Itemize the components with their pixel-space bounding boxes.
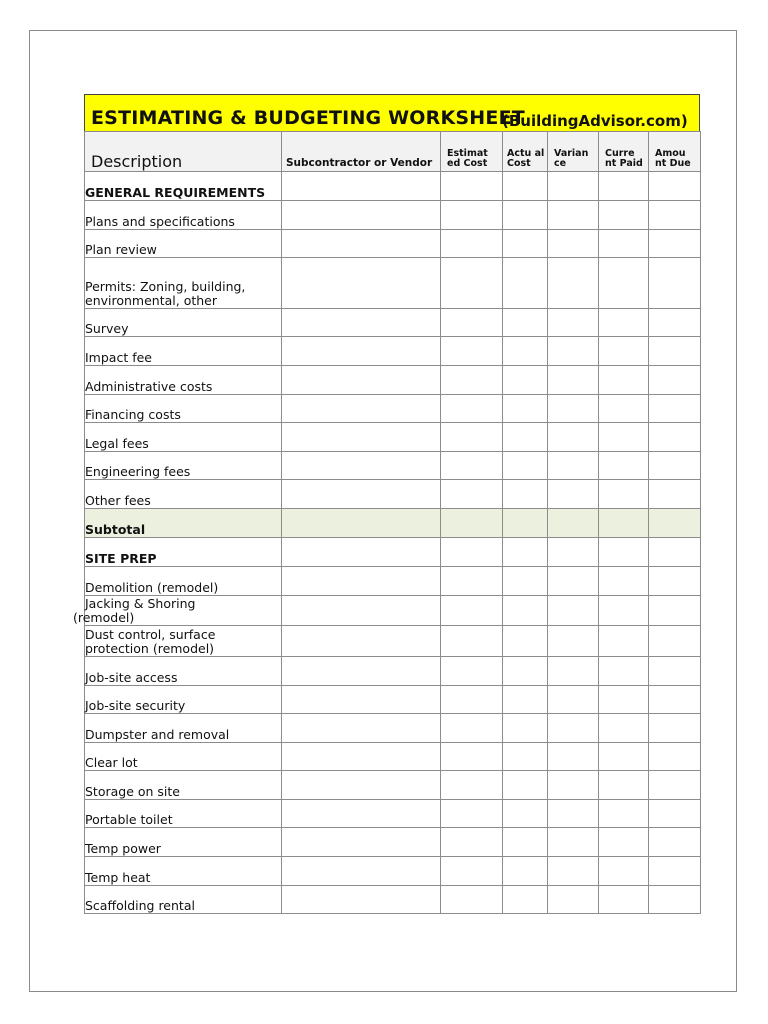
variance-cell[interactable] <box>548 771 599 800</box>
vendor-cell[interactable] <box>282 596 441 626</box>
actual-cell[interactable] <box>503 452 548 480</box>
item-label: Temp power <box>85 828 282 857</box>
actual-cell[interactable] <box>503 538 548 567</box>
variance-cell[interactable] <box>548 509 599 538</box>
table-row <box>85 480 701 509</box>
amount-due-cell[interactable] <box>649 686 701 714</box>
current-paid-cell[interactable] <box>599 771 649 800</box>
variance-cell[interactable] <box>548 258 599 309</box>
estimated-cell[interactable] <box>441 857 503 886</box>
table-row <box>85 309 701 337</box>
current-paid-cell[interactable] <box>599 337 649 366</box>
item-label: Portable toilet <box>85 800 282 828</box>
amount-due-cell[interactable] <box>649 886 701 914</box>
vendor-cell[interactable] <box>282 626 441 657</box>
vendor-cell[interactable] <box>282 714 441 743</box>
table-row <box>85 258 701 309</box>
actual-cell[interactable] <box>503 857 548 886</box>
variance-cell[interactable] <box>548 337 599 366</box>
current-paid-cell[interactable] <box>599 538 649 567</box>
table-row <box>85 714 701 743</box>
table-row <box>85 771 701 800</box>
current-paid-cell[interactable] <box>599 230 649 258</box>
actual-cell[interactable] <box>503 596 548 626</box>
subtotal-label: Subtotal <box>85 509 282 538</box>
col-actual: Actu al Cost <box>503 132 548 172</box>
estimated-cell[interactable] <box>441 686 503 714</box>
actual-cell[interactable] <box>503 714 548 743</box>
vendor-cell[interactable] <box>282 337 441 366</box>
current-paid-cell[interactable] <box>599 596 649 626</box>
item-label: Storage on site <box>85 771 282 800</box>
estimated-cell[interactable] <box>441 423 503 452</box>
variance-cell[interactable] <box>548 857 599 886</box>
item-label-line: (remodel) <box>73 610 135 625</box>
table-row <box>85 337 701 366</box>
estimated-cell[interactable] <box>441 626 503 657</box>
item-label: Engineering fees <box>85 452 282 480</box>
variance-cell[interactable] <box>548 480 599 509</box>
amount-due-cell[interactable] <box>649 258 701 309</box>
actual-cell[interactable] <box>503 743 548 771</box>
estimated-cell[interactable] <box>441 337 503 366</box>
item-label: Other fees <box>85 480 282 509</box>
vendor-cell[interactable] <box>282 309 441 337</box>
actual-cell[interactable] <box>503 626 548 657</box>
header-row <box>85 132 701 172</box>
table-row <box>85 886 701 914</box>
vendor-cell[interactable] <box>282 172 441 201</box>
col-estimated: Estimat ed Cost <box>441 132 503 172</box>
actual-cell[interactable] <box>503 771 548 800</box>
table-row <box>85 596 701 626</box>
estimated-cell[interactable] <box>441 480 503 509</box>
section-row <box>85 172 701 201</box>
variance-cell[interactable] <box>548 596 599 626</box>
estimated-cell[interactable] <box>441 800 503 828</box>
amount-due-cell[interactable] <box>649 480 701 509</box>
actual-cell[interactable] <box>503 657 548 686</box>
current-paid-cell[interactable] <box>599 686 649 714</box>
variance-cell[interactable] <box>548 538 599 567</box>
amount-due-cell[interactable] <box>649 172 701 201</box>
current-paid-cell[interactable] <box>599 567 649 596</box>
actual-cell[interactable] <box>503 509 548 538</box>
current-paid-cell[interactable] <box>599 309 649 337</box>
item-label: Dumpster and removal <box>85 714 282 743</box>
amount-due-cell[interactable] <box>649 538 701 567</box>
estimated-cell[interactable] <box>441 258 503 309</box>
actual-cell[interactable] <box>503 337 548 366</box>
current-paid-cell[interactable] <box>599 828 649 857</box>
subtotal-row <box>85 509 701 538</box>
vendor-cell[interactable] <box>282 366 441 395</box>
table-row <box>85 626 701 657</box>
vendor-cell[interactable] <box>282 423 441 452</box>
col-current-paid: Curre nt Paid <box>599 132 649 172</box>
col-vendor: Subcontractor or Vendor <box>282 132 441 172</box>
estimated-cell[interactable] <box>441 452 503 480</box>
vendor-cell[interactable] <box>282 743 441 771</box>
item-label: Dust control, surface protection (remodel) <box>85 626 282 657</box>
estimated-cell[interactable] <box>441 743 503 771</box>
current-paid-cell[interactable] <box>599 857 649 886</box>
amount-due-cell[interactable] <box>649 230 701 258</box>
vendor-cell[interactable] <box>282 828 441 857</box>
amount-due-cell[interactable] <box>649 201 701 230</box>
title-bar <box>84 94 700 132</box>
vendor-cell[interactable] <box>282 771 441 800</box>
estimated-cell[interactable] <box>441 172 503 201</box>
table-row <box>85 567 701 596</box>
vendor-cell[interactable] <box>282 686 441 714</box>
estimated-cell[interactable] <box>441 366 503 395</box>
table-row <box>85 201 701 230</box>
actual-cell[interactable] <box>503 828 548 857</box>
estimated-cell[interactable] <box>441 714 503 743</box>
actual-cell[interactable] <box>503 686 548 714</box>
amount-due-cell[interactable] <box>649 771 701 800</box>
col-description: Description <box>85 132 282 172</box>
table-row <box>85 743 701 771</box>
current-paid-cell[interactable] <box>599 714 649 743</box>
vendor-cell[interactable] <box>282 258 441 309</box>
variance-cell[interactable] <box>548 886 599 914</box>
actual-cell[interactable] <box>503 309 548 337</box>
section-general: GENERAL REQUIREMENTS <box>85 172 282 201</box>
variance-cell[interactable] <box>548 230 599 258</box>
amount-due-cell[interactable] <box>649 800 701 828</box>
item-label: Job-site access <box>85 657 282 686</box>
col-variance: Varian ce <box>548 132 599 172</box>
actual-cell[interactable] <box>503 201 548 230</box>
actual-cell[interactable] <box>503 230 548 258</box>
variance-cell[interactable] <box>548 828 599 857</box>
vendor-cell[interactable] <box>282 452 441 480</box>
item-label: Survey <box>85 309 282 337</box>
variance-cell[interactable] <box>548 366 599 395</box>
current-paid-cell[interactable] <box>599 366 649 395</box>
vendor-cell[interactable] <box>282 567 441 596</box>
estimated-cell[interactable] <box>441 657 503 686</box>
amount-due-cell[interactable] <box>649 626 701 657</box>
estimated-cell[interactable] <box>441 828 503 857</box>
item-label: Administrative costs <box>85 366 282 395</box>
vendor-cell[interactable] <box>282 857 441 886</box>
vendor-cell[interactable] <box>282 480 441 509</box>
variance-cell[interactable] <box>548 172 599 201</box>
item-label: Demolition (remodel) <box>85 567 282 596</box>
current-paid-cell[interactable] <box>599 172 649 201</box>
item-label: Plans and specifications <box>85 201 282 230</box>
item-label: Job-site security <box>85 686 282 714</box>
actual-cell[interactable] <box>503 480 548 509</box>
item-label: Financing costs <box>85 395 282 423</box>
estimated-cell[interactable] <box>441 538 503 567</box>
vendor-cell[interactable] <box>282 538 441 567</box>
item-label: Legal fees <box>85 423 282 452</box>
col-amount-due: Amou nt Due <box>649 132 701 172</box>
item-label: Scaffolding rental <box>85 886 282 914</box>
variance-cell[interactable] <box>548 686 599 714</box>
vendor-cell[interactable] <box>282 395 441 423</box>
current-paid-cell[interactable] <box>599 743 649 771</box>
estimated-cell[interactable] <box>441 309 503 337</box>
current-paid-cell[interactable] <box>599 800 649 828</box>
amount-due-cell[interactable] <box>649 657 701 686</box>
variance-cell[interactable] <box>548 201 599 230</box>
table-row <box>85 395 701 423</box>
worksheet-title: ESTIMATING & BUDGETING WORKSHEET <box>91 107 525 129</box>
table-row <box>85 828 701 857</box>
amount-due-cell[interactable] <box>649 337 701 366</box>
vendor-cell[interactable] <box>282 230 441 258</box>
amount-due-cell[interactable] <box>649 452 701 480</box>
amount-due-cell[interactable] <box>649 309 701 337</box>
current-paid-cell[interactable] <box>599 480 649 509</box>
worksheet-table <box>73 131 701 914</box>
amount-due-cell[interactable] <box>649 423 701 452</box>
current-paid-cell[interactable] <box>599 657 649 686</box>
amount-due-cell[interactable] <box>649 596 701 626</box>
estimated-cell[interactable] <box>441 771 503 800</box>
estimated-cell[interactable] <box>441 201 503 230</box>
estimated-cell[interactable] <box>441 596 503 626</box>
amount-due-cell[interactable] <box>649 714 701 743</box>
estimated-cell[interactable] <box>441 567 503 596</box>
amount-due-cell[interactable] <box>649 828 701 857</box>
variance-cell[interactable] <box>548 626 599 657</box>
current-paid-cell[interactable] <box>599 395 649 423</box>
section-row <box>85 538 701 567</box>
actual-cell[interactable] <box>503 886 548 914</box>
table-row <box>85 657 701 686</box>
table-row <box>85 857 701 886</box>
item-label <box>73 596 282 626</box>
variance-cell[interactable] <box>548 309 599 337</box>
amount-due-cell[interactable] <box>649 395 701 423</box>
actual-cell[interactable] <box>503 800 548 828</box>
variance-cell[interactable] <box>548 452 599 480</box>
actual-cell[interactable] <box>503 172 548 201</box>
amount-due-cell[interactable] <box>649 509 701 538</box>
current-paid-cell[interactable] <box>599 452 649 480</box>
vendor-cell[interactable] <box>282 800 441 828</box>
amount-due-cell[interactable] <box>649 857 701 886</box>
variance-cell[interactable] <box>548 657 599 686</box>
table-row <box>85 452 701 480</box>
table-row <box>85 800 701 828</box>
current-paid-cell[interactable] <box>599 626 649 657</box>
actual-cell[interactable] <box>503 366 548 395</box>
estimated-cell[interactable] <box>441 886 503 914</box>
item-label: Permits: Zoning, building, environmental, other <box>85 258 282 309</box>
variance-cell[interactable] <box>548 743 599 771</box>
variance-cell[interactable] <box>548 423 599 452</box>
site-name: (BuildingAdvisor.com) <box>502 112 688 130</box>
table-row <box>85 423 701 452</box>
table-row <box>85 366 701 395</box>
actual-cell[interactable] <box>503 258 548 309</box>
actual-cell[interactable] <box>503 567 548 596</box>
table-row <box>85 230 701 258</box>
item-label: Plan review <box>85 230 282 258</box>
variance-cell[interactable] <box>548 800 599 828</box>
estimated-cell[interactable] <box>441 230 503 258</box>
current-paid-cell[interactable] <box>599 509 649 538</box>
actual-cell[interactable] <box>503 423 548 452</box>
vendor-cell[interactable] <box>282 509 441 538</box>
section-site-prep: SITE PREP <box>85 538 282 567</box>
estimated-cell[interactable] <box>441 395 503 423</box>
table-row <box>85 686 701 714</box>
item-label: Impact fee <box>85 337 282 366</box>
current-paid-cell[interactable] <box>599 201 649 230</box>
amount-due-cell[interactable] <box>649 567 701 596</box>
item-label: Clear lot <box>85 743 282 771</box>
variance-cell[interactable] <box>548 714 599 743</box>
current-paid-cell[interactable] <box>599 886 649 914</box>
item-label-line: Jacking & Shoring <box>85 596 196 611</box>
current-paid-cell[interactable] <box>599 258 649 309</box>
estimated-cell[interactable] <box>441 509 503 538</box>
actual-cell[interactable] <box>503 395 548 423</box>
variance-cell[interactable] <box>548 567 599 596</box>
amount-due-cell[interactable] <box>649 366 701 395</box>
item-label: Temp heat <box>85 857 282 886</box>
vendor-cell[interactable] <box>282 657 441 686</box>
vendor-cell[interactable] <box>282 886 441 914</box>
amount-due-cell[interactable] <box>649 743 701 771</box>
vendor-cell[interactable] <box>282 201 441 230</box>
current-paid-cell[interactable] <box>599 423 649 452</box>
variance-cell[interactable] <box>548 395 599 423</box>
